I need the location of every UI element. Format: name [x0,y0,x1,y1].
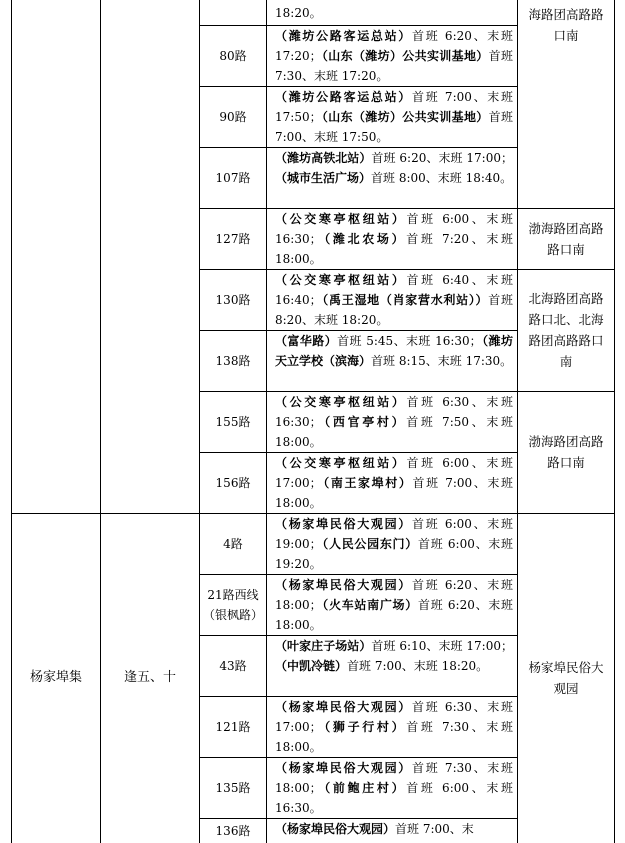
schedule-text: （杨家埠民俗大观园）首班 6:20、末班 18:00；（火车站南广场）首班 6:20、末班 18:00。 [275,578,513,632]
route-number: 156路 [215,475,251,490]
schedule-text: （杨家埠民俗大观园）首班 6:00、末班 19:00；（人民公园东门）首班 6:00、末班 19:20。 [275,517,513,571]
route-number: 21路西线（银枫路） [203,587,264,622]
schedule-text: （潍坊公路客运总站）首班 6:20、末班 17:20；（山东（潍坊）公共实训基地）首班 7:30、末班 17:20。 [275,29,513,83]
schedule-text: （杨家埠民俗大观园）首班 6:30、末班 17:00；（狮子行村）首班 7:30、末班 18:00。 [275,700,513,754]
route-number: 135路 [215,780,251,795]
stop-name: 杨家埠民俗大观园 [528,660,604,696]
market-days: 逢五、十 [123,670,176,685]
route-number: 130路 [215,292,251,307]
market-name: 杨家埠集 [29,670,82,685]
stop-name: 渤海路团高路路口南 [528,434,604,470]
route-number: 136路 [215,823,251,838]
route-number: 107路 [215,170,251,185]
schedule-text: （公交寒亭枢纽站）首班 6:00、末班 16:30；（潍北农场）首班 7:20、末班 18:00。 [275,212,513,266]
route-number: 127路 [215,231,251,246]
stop-name: 北海路团高路路口北、北海路团高路路口南 [528,291,604,369]
stop-name: 渤海路团高路路口南 [528,220,604,257]
table-border [614,0,615,843]
route-number: 90路 [219,109,247,124]
schedule-text: （公交寒亭枢纽站）首班 6:00、末班 17:00；（南王家埠村）首班 7:00、末班 18:00。 [275,456,513,510]
route-number: 43路 [219,658,247,673]
route-number: 80路 [219,48,247,63]
route-number: 155路 [215,414,251,429]
schedule-text: （潍坊公路客运总站）首班 7:00、末班 17:50；（山东（潍坊）公共实训基地）首班 7:00、末班 17:50。 [275,90,513,144]
schedule-text: （叶家庄子场站）首班 6:10、末班 17:00；（中凯冷链）首班 7:00、末班 18:20。 [275,639,513,673]
schedule-text: （公交寒亭枢纽站）首班 6:40、末班 16:40；（禹王湿地（肖家营水利站））首班 8:20、末班 18:20。 [275,273,513,327]
route-number: 4路 [223,536,243,551]
route-number: 121路 [215,719,251,734]
schedule-text: （杨家埠民俗大观园）首班 7:00、末 [275,822,474,836]
route-number: 138路 [215,353,251,368]
schedule-text: （潍坊高铁北站）首班 6:20、末班 17:00；（城市生活广场）首班 8:00、末班 18:40。 [275,151,513,185]
schedule-text: （富华路）首班 5:45、末班 16:30；（潍坊天立学校（滨海）首班 8:15、末班 17:30。 [275,334,513,368]
schedule-text: 18:20。 [275,6,322,20]
schedule-text: （公交寒亭枢纽站）首班 6:30、末班 16:30；（西官亭村）首班 7:50、末班 18:00。 [275,395,513,449]
schedule-text: （杨家埠民俗大观园）首班 7:30、末班 18:00；（前鲍庄村）首班 6:00、末班 16:30。 [275,761,513,815]
stop-name: 海路团高路路口南 [528,7,604,43]
